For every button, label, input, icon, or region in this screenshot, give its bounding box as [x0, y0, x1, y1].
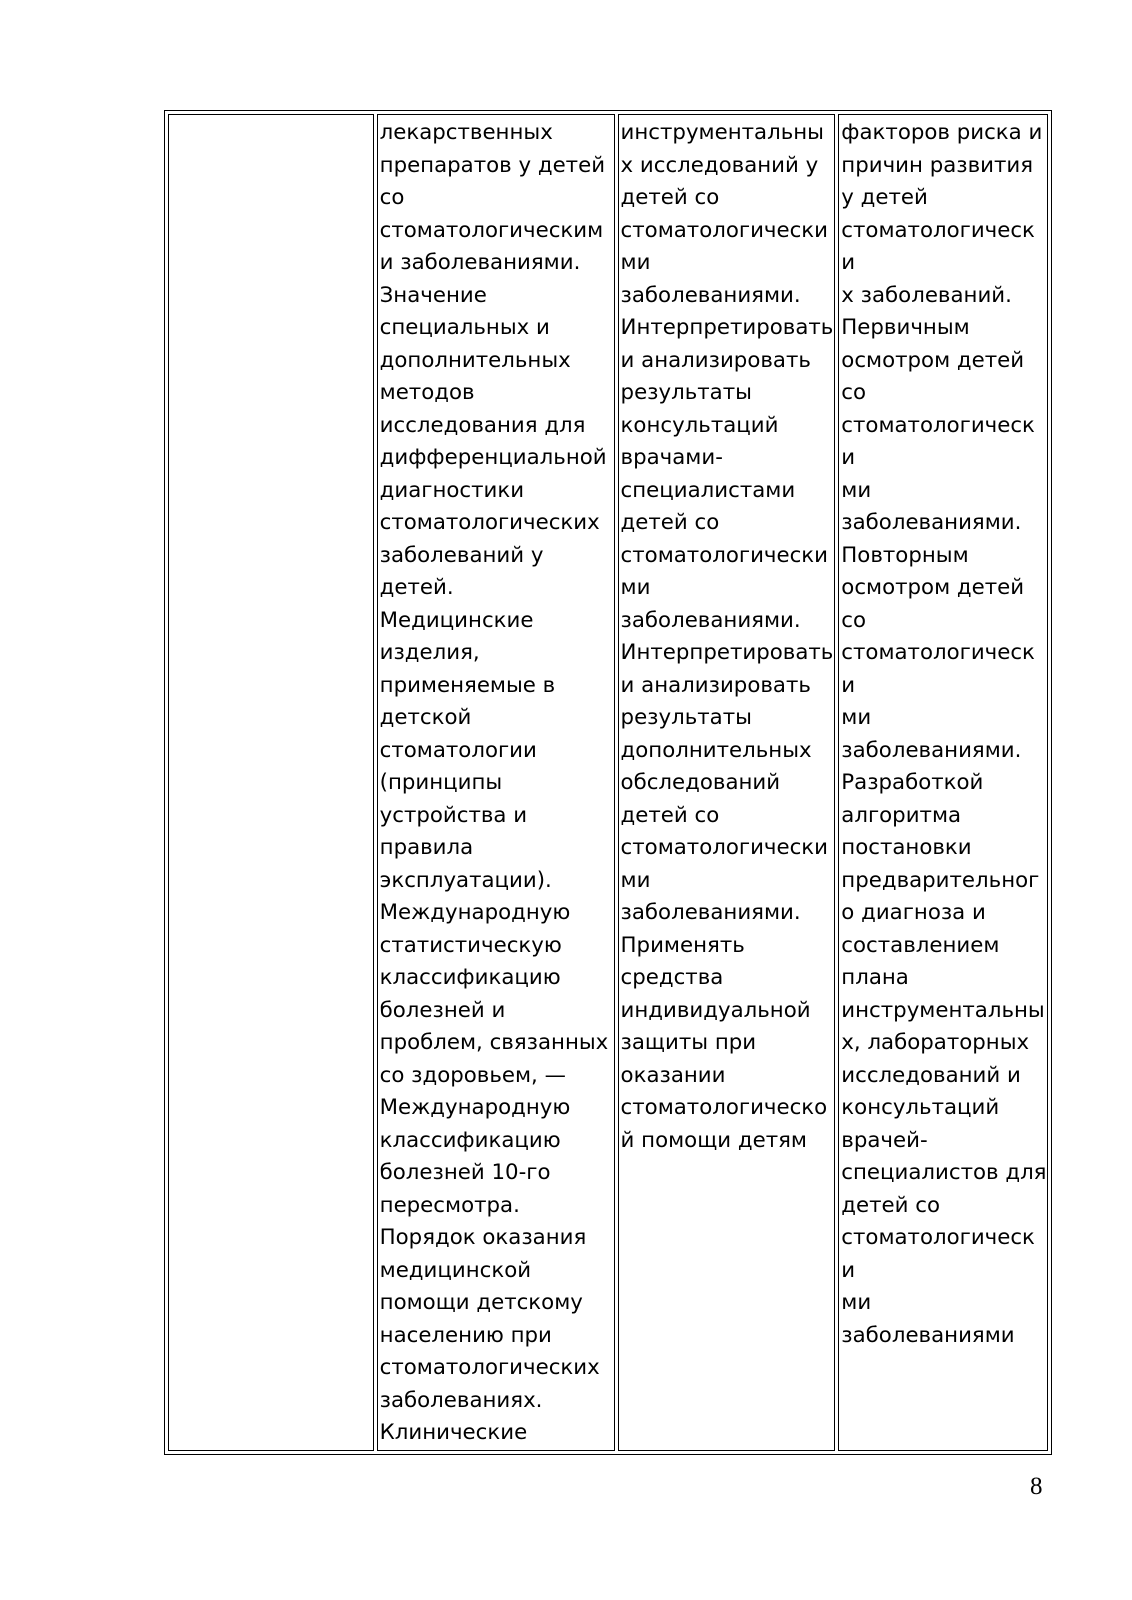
page-number: 8 [1030, 1473, 1043, 1500]
table-cell-code [168, 114, 374, 1451]
table-row [168, 114, 1048, 1451]
table-cell-knowledge: лекарственных препаратов у детей со стоматологическим и заболеваниями. Значение специальных и дополнительных методов исследования для дифференциальной диагностики стоматологических заболеваний у детей. Медицинские изделия, применяемые в детской стоматологии (принципы устройства и правила эксплуатации). Международную статистическую классификацию болезней и проблем, связанных со здоровьем, — Международную классификацию болезней 10-го пересмотра. Порядок оказания медицинской помощи детскому населению при стоматологических заболеваниях. Клинические [377, 114, 615, 1451]
table-cell-actions: факторов риска и причин развития у детей стоматологически х заболеваний. Первичным осмотром детей со стоматологически ми заболеваниями. Повторным осмотром детей со стоматологически ми заболеваниями. Разработкой алгоритма постановки предварительног о диагноза и составлением плана инструментальны х, лабораторных исследований и консультаций врачей- специалистов для детей со стоматологически ми заболеваниями [838, 114, 1048, 1451]
competency-table [164, 110, 1052, 1455]
table-cell-skills: инструментальны х исследований у детей со стоматологически ми заболеваниями. Интерпретировать и анализировать результаты консультаций врачами- специалистами детей со стоматологически ми заболеваниями. Интерпретировать и анализировать результаты дополнительных обследований детей со стоматологически ми заболеваниями. Применять средства индивидуальной защиты при оказании стоматологическо й помощи детям [618, 114, 836, 1451]
